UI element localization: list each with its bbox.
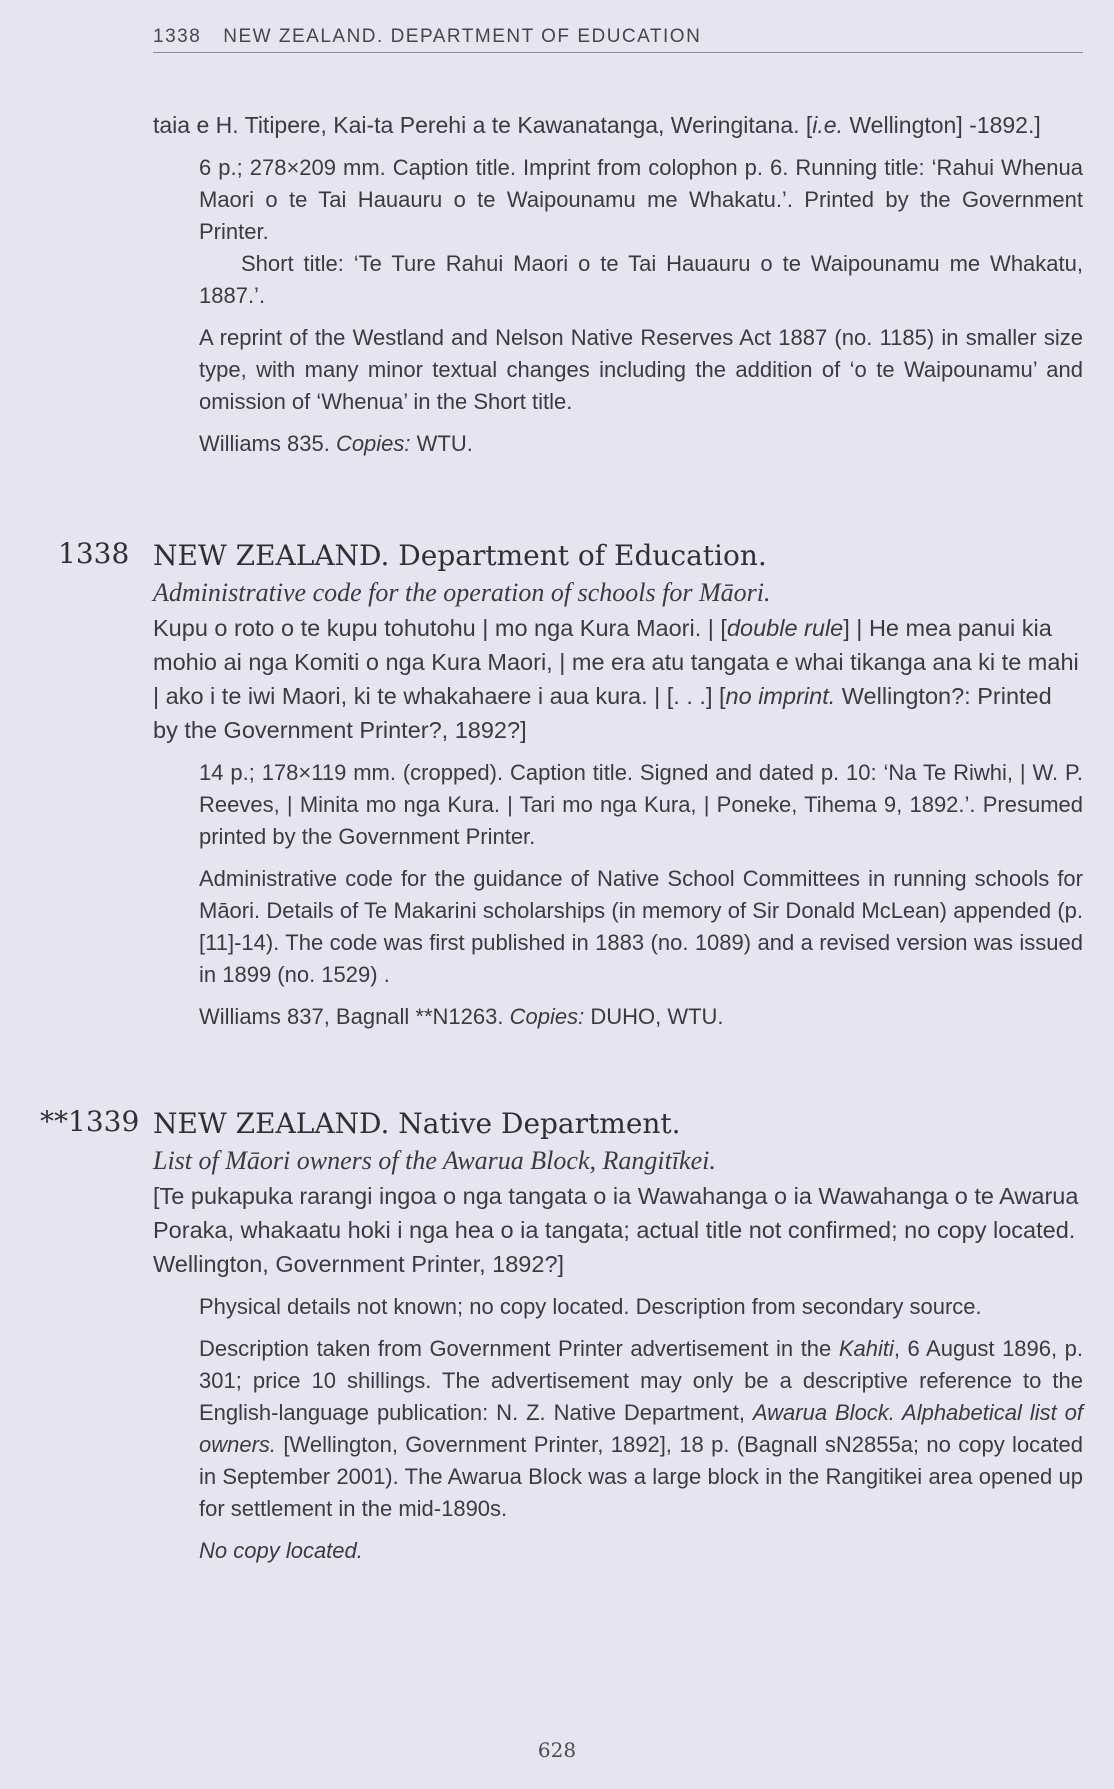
desc-text-c: Wellington?: Printed by the Government Printer?, 1892?] (153, 683, 1052, 743)
entry-1338-number: 1338 (58, 537, 130, 570)
imprint-ie: i.e. (812, 112, 843, 138)
entry-1338-heading: NEW ZEALAND. Department of Education. (153, 539, 767, 572)
desc-double-rule: double rule (726, 615, 844, 641)
entry-1338-title: Administrative code for the operation of schools for Māori. (153, 578, 771, 607)
entry-1339-number: **1339 (40, 1105, 140, 1138)
note-text-b: , 6 August 1896, p. 301; price 10 shillings. The advertisement may only be a descriptive reference to the English-language publication: N. Z. Native Department, (199, 1336, 1083, 1425)
copies-label: Copies: (335, 431, 411, 456)
continuation-short-title: Short title: ‘Te Ture Rahui Maori o te Tai Hauauru o te Waipounamu me Whakatu, 1887.’. (199, 251, 1083, 308)
running-head-title: NEW ZEALAND. DEPARTMENT OF EDUCATION (223, 26, 702, 47)
desc-text-b: ] | He mea panui kia mohio ai nga Komiti o nga Kura Maori, | me era atu tangata e whai tikanga ana ki te mahi | ako i te iwi Maori, ki te whakahaere i aua kura. | [. . .] [ (153, 615, 1079, 709)
copies-label: Copies: (509, 1004, 585, 1029)
entry-1338-collation: 14 p.; 178×119 mm. (cropped). Caption title. Signed and dated p. 10: ‘Na Te Riwhi, | W. P. Reeves, | Minita mo nga Kura. | Tari mo nga Kura, | Poneke, Tihema 9, 1892.’. Presumed printed by the Government Printer. (199, 760, 1083, 849)
copies-text: DUHO, WTU. (590, 1004, 724, 1029)
running-head (153, 26, 1083, 53)
note-text-c: [Wellington, Government Printer, 1892], 18 p. (Bagnall sN2855a; no copy located in September 2001). The Awarua Block was a large block in the Rangitikei area opened up for settlement in the mid-1890s. (199, 1432, 1083, 1521)
entry-1339 (153, 1105, 1083, 1567)
note-awarua-title: Awarua Block. Alphabetical list of owners. (199, 1400, 1083, 1457)
copies-text: WTU. (416, 431, 473, 456)
entry-1339-heading: NEW ZEALAND. Native Department. (153, 1107, 681, 1140)
desc-text-a: Kupu o roto o te kupu tohutohu | mo nga Kura Maori. | [ (153, 615, 727, 641)
running-head-page: 1338 (153, 26, 202, 47)
note-kahiti: Kahiti (838, 1336, 894, 1361)
entry-1339-description: [Te pukapuka rarangi ingoa o nga tangata o ia Wawahanga o ia Wawahanga o te Awarua Poraka, whakaatu hoki i nga hea o ia tangata; actual title not confirmed; no copy located. Wellington, Government Printer, 1892?] (153, 1183, 1079, 1277)
entry-1338-note: Administrative code for the guidance of Native School Committees in running schools for Māori. Details of Te Makarini scholarships (in memory of Sir Donald McLean) appended (p. [11]-14). The code was first published in 1883 (no. 1089) and a revised version was issued in 1899 (no. 1529) . (199, 866, 1083, 987)
note-text-a: Description taken from Government Printer advertisement in the (199, 1336, 839, 1361)
continuation-block (153, 108, 1083, 460)
imprint-text-b: Wellington] -1892.] (842, 112, 1041, 138)
imprint-text-a: taia e H. Titipere, Kai-ta Perehi a te Kawanatanga, Weringitana. [ (153, 112, 813, 138)
references-text: Williams 835. (199, 431, 330, 456)
desc-no-imprint: no imprint. (725, 683, 836, 709)
entry-1339-title: List of Māori owners of the Awarua Block, Rangitīkei. (153, 1146, 716, 1175)
entry-1339-no-copy (199, 1535, 1083, 1567)
no-copy-text: No copy located. (199, 1538, 363, 1563)
continuation-imprint (153, 108, 1083, 142)
entry-1338-description (153, 611, 1083, 747)
continuation-note: A reprint of the Westland and Nelson Native Reserves Act 1887 (no. 1185) in smaller size type, with many minor textual changes including the addition of ‘o te Waipounamu’ and omission of ‘Whenua’ in the Short title. (199, 325, 1083, 414)
continuation-references (199, 428, 1083, 460)
continuation-collation: 6 p.; 278×209 mm. Caption title. Imprint from colophon p. 6. Running title: ‘Rahui Whenua Maori o te Tai Hauauru o te Waipounamu me Whakatu.’. Printed by the Government Printer. (199, 155, 1083, 244)
entry-1339-physical: Physical details not known; no copy located. Description from secondary source. (199, 1294, 982, 1319)
entry-1338-references (199, 1001, 1083, 1033)
page-folio: 628 (537, 1738, 577, 1762)
entry-1339-note (199, 1333, 1083, 1525)
references-text: Williams 837, Bagnall **N1263. (199, 1004, 504, 1029)
entry-1338 (153, 537, 1083, 1033)
